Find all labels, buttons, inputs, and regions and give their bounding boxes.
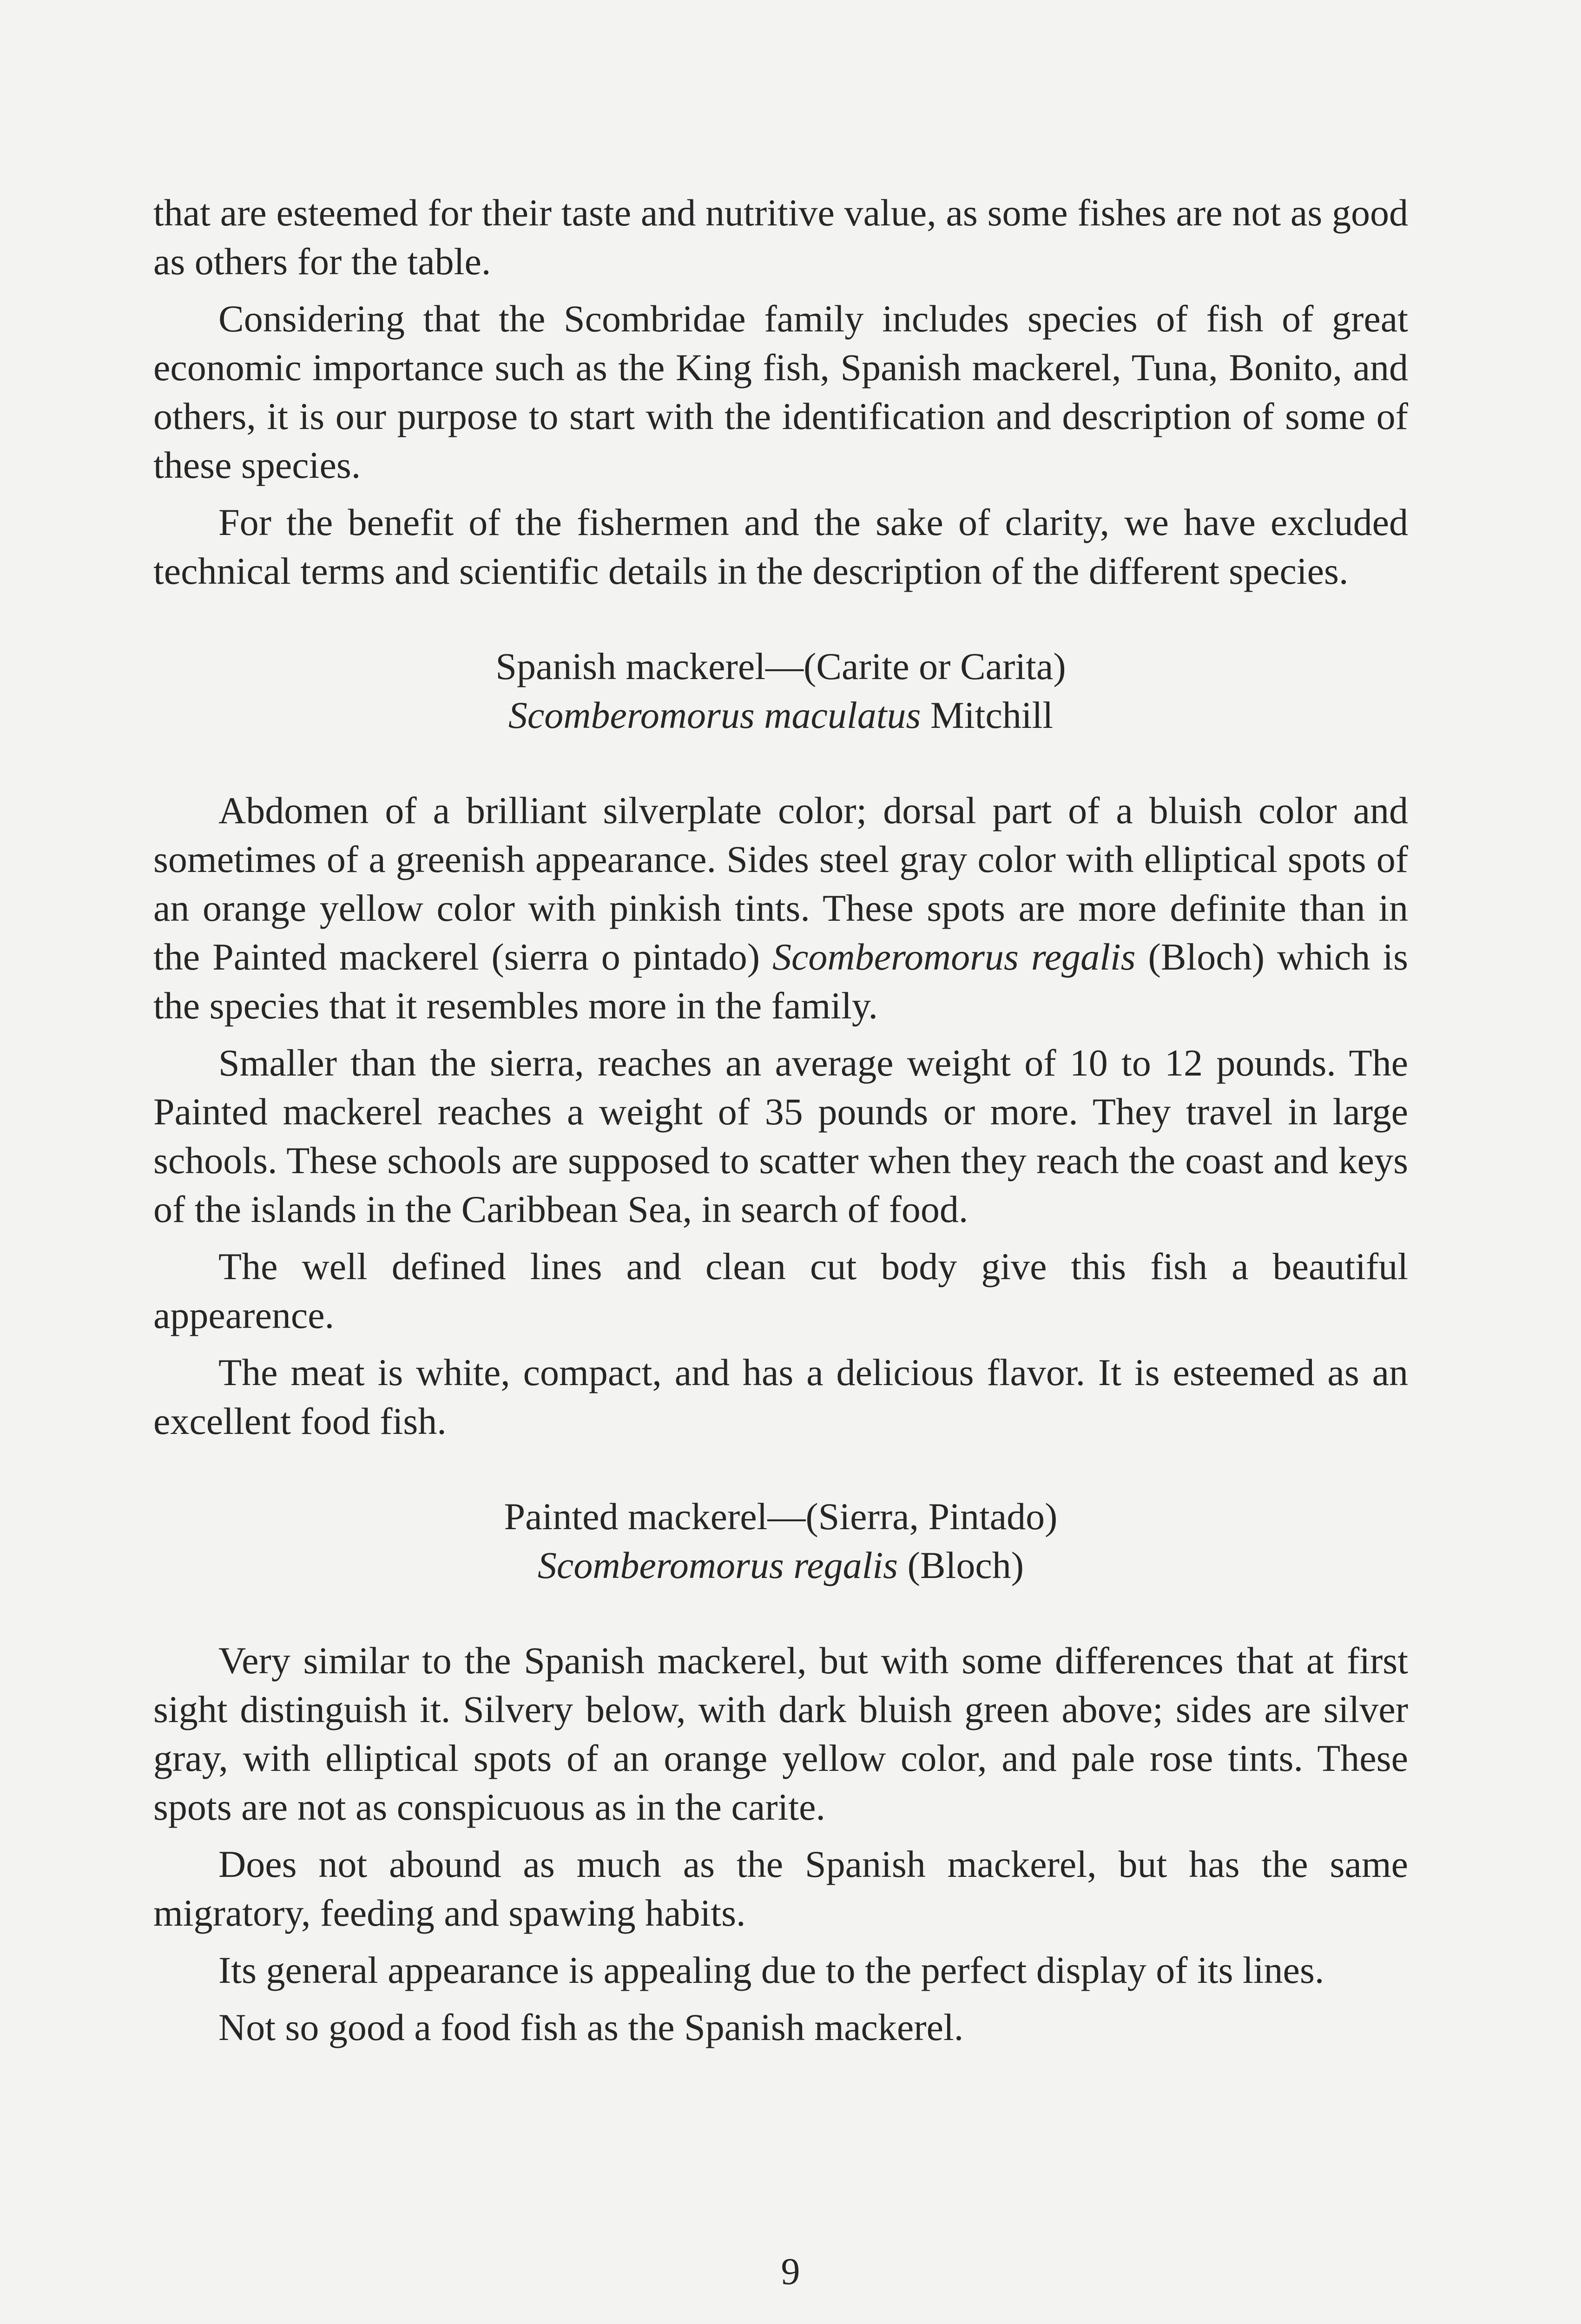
text-column bbox=[153, 188, 1408, 2060]
species-heading-spanish-mackerel bbox=[153, 642, 1408, 739]
species-authority: (Bloch) bbox=[907, 1544, 1024, 1586]
paragraph-text: (Bloch) which is the species that it resembles more in the family. bbox=[153, 936, 1409, 1027]
species-scientific-name: Scomberomorus maculatus bbox=[508, 694, 921, 736]
species-scientific-line bbox=[153, 691, 1408, 739]
inline-scientific-name: Scomberomorus regalis bbox=[772, 936, 1136, 978]
intro-paragraph-3: For the benefit of the fishermen and the sake of clarity, we have excluded technical terms and scientific details in the description of the different species. bbox=[153, 501, 1408, 592]
page-number: 9 bbox=[781, 2250, 800, 2292]
painted-mackerel-paragraph-1: Very similar to the Spanish mackerel, but with some differences that at first sight distinguish it. Silvery below, with dark bluish green above; sides are silver gray, with elliptical spots of an orange yellow color, and pale rose tints. These spots are not as conspicuous as in the carite. bbox=[153, 1639, 1408, 1828]
spanish-mackerel-paragraph-4: The meat is white, compact, and has a delicious flavor. It is esteemed as an excellent food fish. bbox=[153, 1351, 1408, 1442]
species-authority: Mitchill bbox=[930, 694, 1054, 736]
spanish-mackerel-paragraph-2: Smaller than the sierra, reaches an average weight of 10 to 12 pounds. The Painted mackerel reaches a weight of 35 pounds or more. They travel in large schools. These schools are supposed to scatter when they reach the coast and keys of the islands in the Caribbean Sea, in search of food. bbox=[153, 1042, 1408, 1230]
paragraph-text: Abdomen of a brilliant silverplate color; dorsal part of a bluish color and sometimes of a greenish appearance. Sides steel gray color with elliptical spots of an orange yellow color with pinkish tints. These spots are more definite than in the Painted mackerel (sierra o pintado) bbox=[153, 789, 1408, 978]
species-common-name: Painted mackerel—(Sierra, Pintado) bbox=[504, 1495, 1058, 1538]
species-scientific-line bbox=[153, 1541, 1408, 1590]
species-scientific-name: Scomberomorus regalis bbox=[537, 1544, 898, 1586]
spanish-mackerel-paragraph-3: The well defined lines and clean cut body give this fish a beautiful appearence. bbox=[153, 1245, 1408, 1336]
species-heading-painted-mackerel bbox=[153, 1492, 1408, 1590]
intro-paragraph-1: that are esteemed for their taste and nutritive value, as some fishes are not as good as others for the table. bbox=[153, 191, 1408, 283]
species-common-name: Spanish mackerel—(Carite or Carita) bbox=[495, 645, 1066, 687]
intro-paragraph-2: Considering that the Scombridae family includes species of fish of great economic importance such as the King fish, Spanish mackerel, Tuna, Bonito, and others, it is our purpose to start with the identification and description of some of these species. bbox=[153, 297, 1408, 486]
painted-mackerel-paragraph-3: Its general appearance is appealing due to the perfect display of its lines. bbox=[218, 1949, 1324, 1991]
painted-mackerel-paragraph-2: Does not abound as much as the Spanish mackerel, but has the same migratory, feeding and spawing habits. bbox=[153, 1843, 1408, 1934]
spanish-mackerel-paragraph-1 bbox=[153, 786, 1408, 1030]
painted-mackerel-paragraph-4: Not so good a food fish as the Spanish mackerel. bbox=[218, 2006, 964, 2048]
